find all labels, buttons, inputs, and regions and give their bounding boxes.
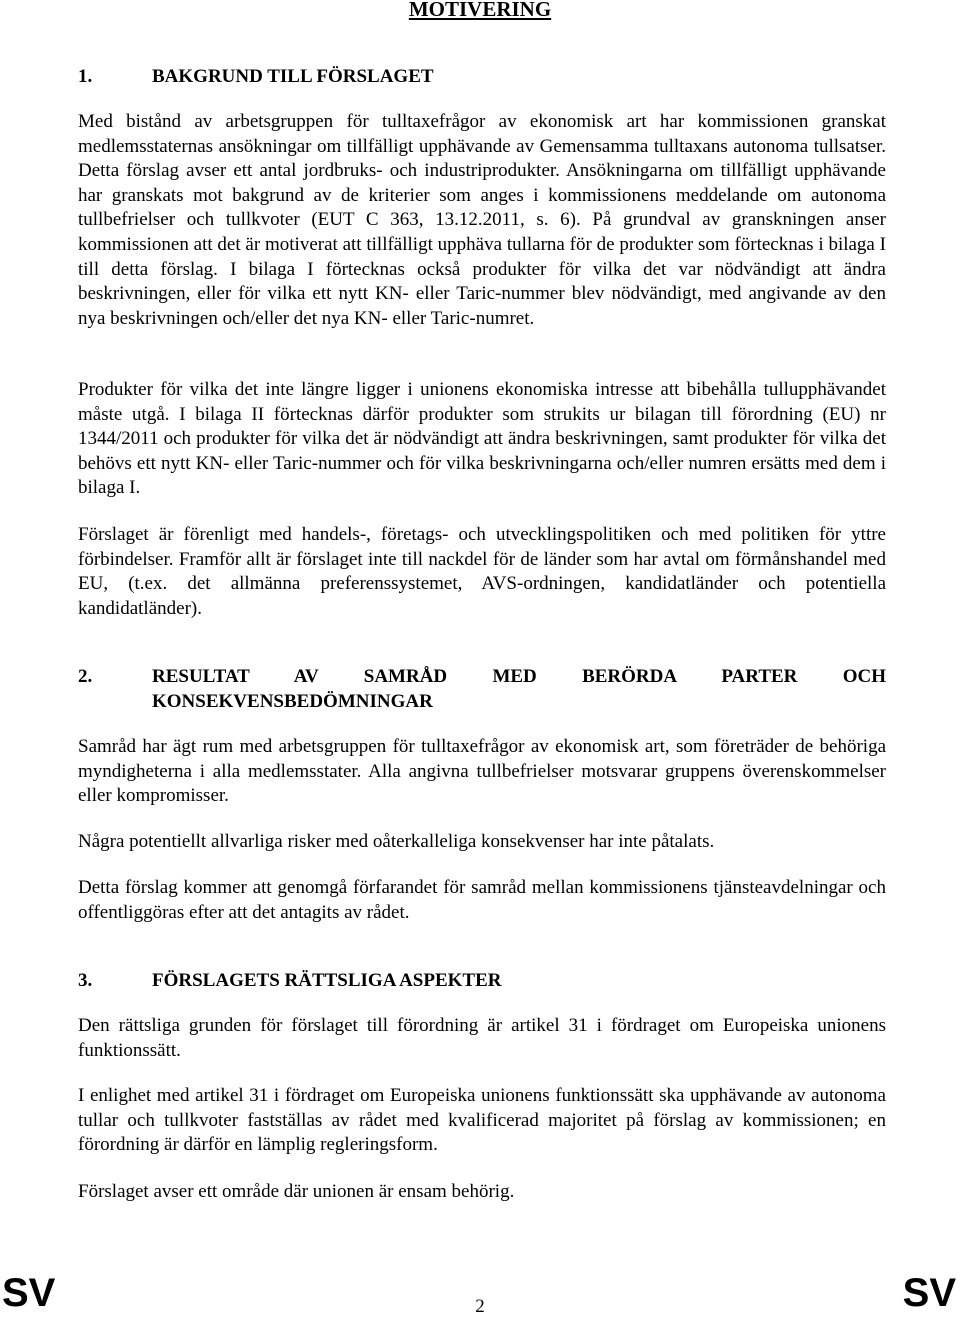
paragraph: I enlighet med artikel 31 i fördraget om Europeiska unionens funktionssätt ska upphävande av autonoma tullar och tullkvoter fastställas av rådet med kvalificerad majoritet på förslag av kommissionen; en förordning är därför en lämplig regleringsform. [78,1085,886,1156]
language-code-left: SV [2,1271,56,1315]
paragraph: Förslaget är förenligt med handels-, företags- och utvecklingspolitiken och med politiken för yttre förbindelser. Framför allt är förslaget inte till nackdel för de länder som har avtal om förmånshandel med EU, (t.ex. det allmänna preferenssystemet, AVS-ordningen, kandidatländer och potentiella kandidatländer). [78,524,886,619]
page-number: 2 [475,1296,485,1317]
section-title: BAKGRUND TILL FÖRSLAGET [152,66,434,87]
paragraph: Produkter för vilka det inte längre ligger i unionens ekonomiska intresse att bibehålla tullupphävandet måste utgå. I bilaga II förtecknas därför produkter som strukits ur bilagan till förordning (EU) nr 1344/2011 och produkter för vilka det är nödvändigt att ändra beskrivningen, samt produkter för vilka det behövs ett nytt KN- eller Taric-nummer och för vilka beskrivningarna och/eller numren ersätts med dem i bilaga I. [78,379,886,499]
paragraph: Med bistånd av arbetsgruppen för tulltaxefrågor av ekonomisk art har kommissionen granskat medlemsstaternas ansökningar om tillfälligt upphävande av Gemensamma tulltaxans autonoma tullsatser. Detta förslag avser ett antal jordbruks- och industriprodukter. Ansökningarna om tillfälligt upphävande har granskats mot bakgrund av de kriterier som anges i kommissionens meddelande om autonoma tullbefrielser och tullkvoter (EUT C 363, 13.12.2011, s. 6). På grundval av granskningen anser kommissionen att det är motiverat att tillfälligt upphäva tullarna för de produkter som förtecknas i bilaga I till detta förslag. I bilaga I förtecknas också produkter för vilka det var nödvändigt att ändra beskrivningen, eller för vilka ett nytt KN- eller Taric-nummer blev nödvändigt, med angivande av den nya beskrivningen och/eller det nya KN- eller Taric-numret. [78,111,886,329]
paragraph: Den rättsliga grunden för förslaget till förordning är artikel 31 i fördraget om Europeiska unionens funktionssätt. [78,1015,886,1061]
paragraph: Några potentiellt allvarliga risker med oåterkalleliga konsekvenser har inte påtalats. [78,831,715,852]
section-title-line-1: RESULTAT AV SAMRÅD MED BERÖRDA PARTER OCH [152,666,886,687]
section-2-heading [78,664,886,714]
paragraph: Detta förslag kommer att genomgå förfarandet för samråd mellan kommissionens tjänsteavdelningar och offentliggöras efter att det antagits av rådet. [78,877,886,923]
paragraph: Samråd har ägt rum med arbetsgruppen för tulltaxefrågor av ekonomisk art, som företräder de behöriga myndigheterna i alla medlemsstater. Alla angivna tullbefrielser motsvarar gruppens överenskommelser eller kompromisser. [78,736,886,807]
section-title: FÖRSLAGETS RÄTTSLIGA ASPEKTER [152,970,502,991]
section-number: 1. [78,66,93,87]
document-title: MOTIVERING [408,0,552,21]
section-title-line-2: KONSEKVENSBEDÖMNINGAR [152,691,433,712]
section-number: 3. [78,970,93,991]
language-code-right: SV [902,1271,956,1315]
section-number: 2. [78,666,93,687]
paragraph: Förslaget avser ett område där unionen är ensam behörig. [78,1181,515,1202]
